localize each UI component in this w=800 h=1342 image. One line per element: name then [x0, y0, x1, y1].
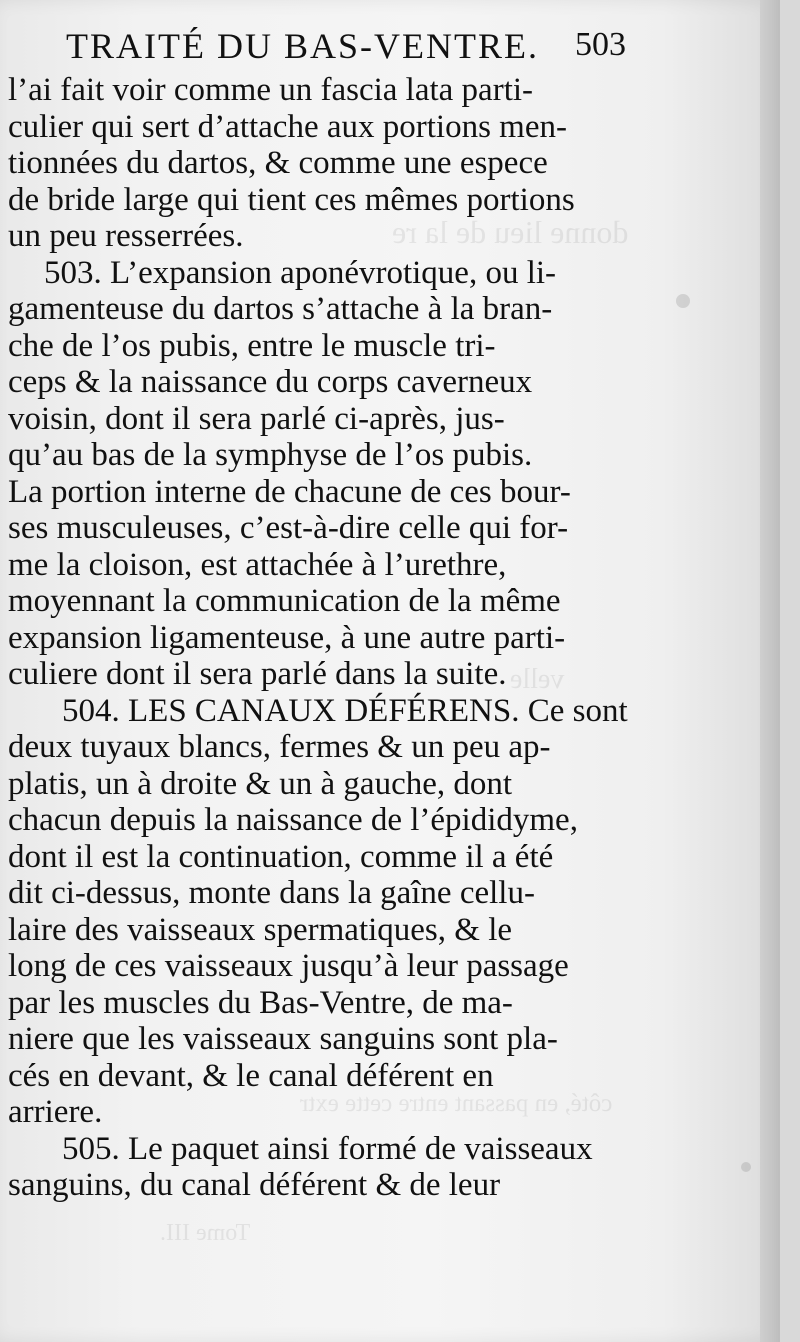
page-number: 503	[575, 26, 626, 63]
bleed-through-text-1: donne lieu de la re	[392, 214, 629, 250]
text-line: tionnées du dartos, & comme une espece	[8, 145, 548, 181]
text-line: qu’au bas de la symphyse de l’os pubis.	[8, 437, 533, 473]
text-line: arriere.	[8, 1094, 103, 1130]
text-line: ses musculeuses, c’est-à-dire celle qui for-	[8, 510, 569, 546]
text-line: de bride large qui tient ces mêmes portions	[8, 181, 575, 218]
text-line: dont il est la continuation, comme il a été	[8, 838, 554, 875]
paper-stain-1	[676, 294, 690, 308]
text-line: laire des vaisseaux spermatiques, & le	[8, 911, 513, 948]
text-line: deux tuyaux blancs, fermes & un peu ap-	[8, 729, 551, 765]
paragraph-503-line-1: 503. L’expansion aponévrotique, ou li-	[44, 254, 557, 291]
running-header	[66, 28, 626, 74]
text-line: La portion interne de chacune de ces bour-	[8, 473, 571, 510]
text-line: par les muscles du Bas-Ventre, de ma-	[8, 984, 513, 1021]
text-line: dit ci-dessus, monte dans la gaîne cellu-	[8, 875, 535, 911]
text-line: chacun depuis la naissance de l’épididyme,	[8, 802, 578, 838]
bleed-through-text-4: Tome III.	[160, 1220, 251, 1246]
text-line: ceps & la naissance du corps caverneux	[8, 364, 533, 400]
bleed-through-text-3: côté, en passant entre cette extr	[300, 1090, 613, 1117]
running-title: TRAITÉ DU BAS-VENTRE.	[66, 26, 539, 66]
text-line: niere que les vaisseaux sanguins sont pla-	[8, 1021, 558, 1057]
paragraph-504-line-1: 504. LES CANAUX DÉFÉRENS. Ce sont	[62, 692, 628, 729]
paragraph-505-line-1: 505. Le paquet ainsi formé de vaisseaux	[62, 1130, 593, 1167]
page-edge-shadow	[760, 0, 780, 1342]
bleed-through-text-2: velle	[510, 664, 565, 695]
text-line: moyennant la communication de la même	[8, 583, 561, 619]
text-line: l’ai fait voir comme un fascia lata parti-	[8, 72, 534, 108]
text-line: culier qui sert d’attache aux portions men-	[8, 108, 567, 145]
main-text	[8, 72, 628, 1204]
text-line: long de ces vaisseaux jusqu’à leur passage	[8, 948, 569, 984]
text-line: expansion ligamenteuse, à une autre parti-	[8, 619, 566, 656]
text-line: me la cloison, est attachée à l’urethre,	[8, 546, 507, 583]
text-line: platis, un à droite & un à gauche, dont	[8, 765, 513, 802]
text-line: gamenteuse du dartos s’attache à la bran-	[8, 291, 553, 327]
text-line: un peu resserrées.	[8, 218, 244, 254]
text-line: cés en devant, & le canal déférent en	[8, 1057, 494, 1094]
text-line: culiere dont il sera parlé dans la suite.	[8, 656, 507, 692]
text-line: che de l’os pubis, entre le muscle tri-	[8, 327, 496, 364]
text-line: voisin, dont il sera parlé ci-après, jus-	[8, 400, 505, 437]
text-line: sanguins, du canal déférent & de leur	[8, 1167, 501, 1203]
paper-stain-2	[741, 1162, 751, 1172]
